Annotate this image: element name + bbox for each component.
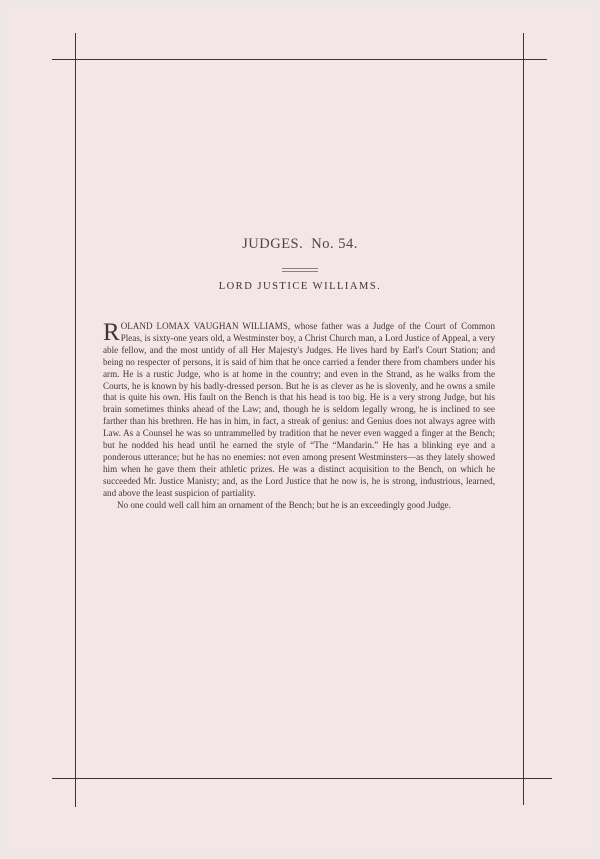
frame-top-rule [52,59,547,60]
article-paragraph: No one could well call him an ornament of the Bench; but he is an exceedingly good Judge. [117,499,451,510]
frame-bottom-rule [52,778,552,779]
frame-left-rule [75,33,76,807]
article-body [103,321,495,512]
title-number: No. 54. [311,236,358,252]
article-paragraph [103,321,495,500]
title-text: JUDGES. [242,236,304,252]
title-separator-bottom [282,271,318,272]
paragraph-1-text: OLAND LOMAX VAUGHAN WILLIAMS, whose father was a Judge of the Court of Common Pleas, is sixty-one years old, a Westminster boy, a Christ Church man, a Lord Justice of Appeal, a very able fellow, and the most untidy of all Her Majesty's Judges. He lives hard by Earl's Court Station; and being no respecter of persons, it is said of him that he once carried a fender there from chambers under his arm. He is a rustic Judge, who is at home in the country; and even in the Strand, as he walks from the Courts, he is known by his badly-dressed person. But he is as clever as he is slovenly, and he owns a smile that is quite his own. His fault on the Bench is that his head is too big. He is a very strong Judge, but his brain sometimes thinks ahead of the Law; and, though he is seldom legally wrong, he is inclined to see farther than his brethren. He has in him, in fact, a streak of genius: and Genius does not always agree with Law. As a Counsel he was so untrammelled by tradition that he never even wagged a finger at the Bench; but he nodded his head until he earned the style of “The “Mandarin.” He has a blinking eye and a ponderous utterance; but he has no enemies: not even among present Westminsters—as they lately showed him when he gave them their athletic prizes. He was a distinct acquisition to the Bench, on which he succeeded Mr. Justice Manisty; and, as the Lord Justice that he now is, he is strong, industrious, learned, and above the least suspicion of partiality. [103,321,495,498]
article-subtitle: LORD JUSTICE WILLIAMS. [218,281,382,292]
frame-right-rule [523,33,524,805]
drop-cap: R [103,319,120,346]
title-separator-top [282,268,318,269]
page-title [0,236,600,253]
